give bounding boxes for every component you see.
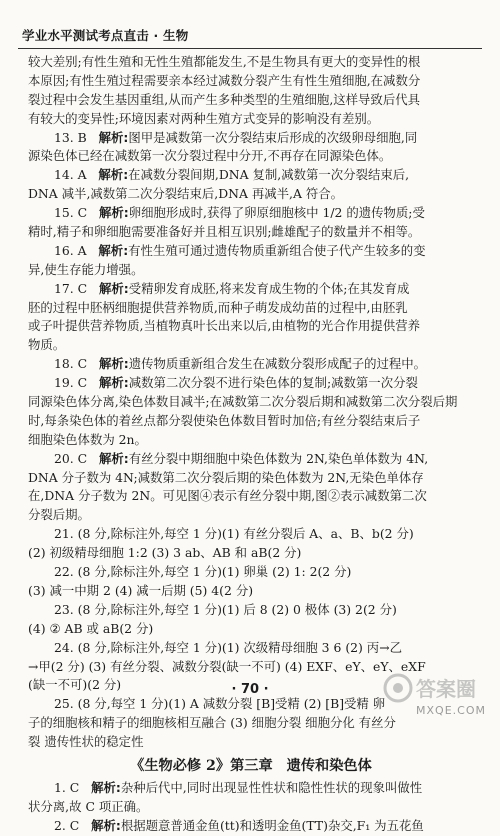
answer-number: 17. C: [54, 280, 88, 296]
line-text: 时,每条染色体的着丝点都分裂使染色体数目暂时加倍;有丝分裂结束后子: [28, 412, 421, 428]
text-line: [28, 601, 474, 620]
line-text: DNA 分子数为 4N;减数第二次分裂后期的染色体数为 2N,无染色单体存: [28, 469, 424, 485]
text-line: [28, 469, 474, 488]
text-line: [28, 185, 474, 204]
text-line: [28, 110, 474, 129]
line-text: →甲(2 分) (3) 有丝分裂、减数分裂(缺一不可) (4) EXF、eY、eY、eXF: [28, 658, 426, 674]
text-line: [28, 299, 474, 318]
line-text: 同源染色体分离,染色体数目减半;在减数第二次分裂后期和减数第二次分裂后期: [28, 394, 458, 410]
text-line: [28, 733, 474, 752]
line-text: 22. (8 分,除标注外,每空 1 分)(1) 卵巢 (2) 1: 2(2 分): [54, 564, 352, 580]
text-line: [28, 91, 474, 110]
line-text: 图甲是减数第一次分裂结束后形成的次级卵母细胞,同: [128, 129, 418, 145]
section-chapter: 遗传和染色体: [286, 757, 372, 774]
text-line: [28, 336, 474, 355]
line-text: 有较大的变异性;环境因素对两种生殖方式变异的影响没有差别。: [28, 110, 380, 126]
text-line: [28, 223, 474, 242]
analysis-label: 解析:: [98, 280, 129, 296]
analysis-label: 解析:: [98, 205, 129, 221]
answers-block-2: [28, 779, 474, 836]
line-text: 或子叶提供营养物质,当植物真叶长出来以后,由植物的光合作用提供营养: [28, 318, 420, 334]
line-text: 较大差别;有性生殖和无性生殖都能发生,不是生物具有更大的变异性的根: [28, 54, 421, 69]
text-line: [28, 620, 474, 639]
answer-number: 2. C: [54, 817, 80, 833]
analysis-label: 解析:: [98, 356, 129, 372]
line-text: 状分离,故 C 项正确。: [28, 798, 149, 814]
text-line: [28, 393, 474, 412]
line-text: 异,使生存能力增强。: [28, 261, 144, 277]
analysis-label: 解析:: [98, 242, 129, 258]
text-line: [28, 779, 474, 798]
line-text: 根据题意普通金鱼(tt)和透明金鱼(TT)杂交,F₁ 为五花鱼: [120, 817, 424, 833]
text-line: [28, 242, 474, 261]
answer-number: 18. C: [54, 356, 88, 372]
text-line: [28, 317, 474, 336]
line-text: (3) 减一中期 2 (4) 减一后期 (5) 4(2 分): [28, 582, 254, 598]
section-heading: [28, 753, 474, 779]
svg-text:答案圈: 答案圈: [416, 677, 476, 701]
text-line: [28, 582, 474, 601]
line-text: 有丝分裂中期细胞中染色体数为 2N,染色单体数为 4N,: [128, 450, 429, 466]
page-number: · 70 ·: [231, 682, 269, 697]
line-text: 杂种后代中,同时出现显性性状和隐性性状的现象叫做性: [120, 779, 423, 795]
text-line: [28, 72, 474, 91]
analysis-label: 解析:: [98, 450, 129, 466]
line-text: 胚的过程中胚柄细胞提供营养物质,而种子萌发成幼苗的过程中,由胚乳: [28, 299, 408, 315]
line-text: (2) 初级精母细胞 1:2 (3) 3 ab、AB 和 aB(2 分): [28, 545, 302, 561]
line-text: 减数第二次分裂不进行染色体的复制;减数第一次分裂: [128, 375, 418, 391]
analysis-label: 解析:: [98, 129, 129, 145]
line-text: 23. (8 分,除标注外,每空 1 分)(1) 后 8 (2) 0 极体 (3) 2(2 分): [54, 601, 397, 617]
text-line: [28, 798, 474, 817]
text-line: [28, 817, 474, 836]
line-text: 25. (8 分,每空 1 分)(1) A 减数分裂 [B]受精 (2) [B]受精 卵: [54, 696, 386, 712]
line-text: (缺一不可)(2 分): [28, 677, 122, 693]
text-line: [28, 261, 474, 280]
text-line: [28, 166, 474, 185]
line-text: 子的细胞核和精子的细胞核相互融合 (3) 细胞分裂 细胞分化 有丝分: [28, 715, 396, 731]
line-text: 裂 遗传性状的稳定性: [28, 734, 144, 750]
watermark-url: MXQE.COM: [416, 704, 486, 717]
text-line: [28, 374, 474, 393]
text-line: [28, 147, 474, 166]
analysis-label: 解析:: [98, 167, 129, 183]
answer-number: 15. C: [54, 205, 88, 221]
line-text: 24. (8 分,除标注外,每空 1 分)(1) 次级精母细胞 3 6 (2) 丙→乙: [54, 639, 402, 655]
text-line: [28, 450, 474, 469]
answer-number: 19. C: [54, 375, 88, 391]
line-text: 卵细胞形成时,获得了卵原细胞核中 1/2 的遗传物质;受: [128, 205, 425, 221]
text-line: [28, 355, 474, 374]
answer-number: 14. A: [54, 167, 87, 183]
text-line: [28, 506, 474, 525]
text-line: [28, 563, 474, 582]
text-line: [28, 639, 474, 658]
analysis-label: 解析:: [91, 779, 121, 795]
line-text: 21. (8 分,除标注外,每空 1 分)(1) 有丝分裂后 A、a、B、b(2 分): [54, 526, 414, 542]
text-line: [28, 204, 474, 223]
answers-block: [28, 53, 474, 752]
analysis-label: 解析:: [98, 375, 129, 391]
analysis-label: 解析:: [91, 817, 121, 833]
text-line: [28, 544, 474, 563]
answer-number: 1. C: [54, 779, 80, 795]
text-line: [28, 487, 474, 506]
line-text: 遗传物质重新组合发生在减数分裂形成配子的过程中。: [128, 356, 427, 372]
answer-content: [28, 53, 474, 836]
text-line: [28, 129, 474, 148]
line-text: (4) ② AB 或 aB(2 分): [28, 620, 154, 636]
line-text: 分裂后期。: [28, 507, 90, 523]
line-text: 在减数分裂间期,DNA 复制,减数第一次分裂结束后,: [128, 167, 410, 183]
line-text: 裂过程中会发生基因重组,从而产生多种类型的生殖细胞,这样导致后代具: [28, 91, 420, 107]
text-line: [28, 525, 474, 544]
line-text: 物质。: [28, 337, 66, 353]
text-line: [28, 431, 474, 450]
line-text: 在,DNA 分子数为 2N。可见图④表示有丝分裂中期,图②表示减数第二次: [28, 488, 427, 504]
running-header: 学业水平测试考点直击 · 生物: [22, 28, 189, 43]
answer-number: 20. C: [54, 450, 88, 466]
line-text: 本原因;有性生殖过程需要亲本经过减数分裂产生有性生殖细胞,在减数分: [28, 72, 421, 88]
header-rule: [18, 48, 482, 49]
text-line: [28, 53, 474, 72]
text-line: [28, 280, 474, 299]
line-text: DNA 减半,减数第二次分裂结束后,DNA 再减半,A 符合。: [28, 186, 344, 202]
text-line: [28, 714, 474, 733]
line-text: 受精卵发育成胚,将来发育成生物的个体;在其发育成: [128, 280, 410, 296]
answer-number: 16. A: [54, 242, 87, 258]
section-book: 《生物必修 2》第三章: [130, 757, 273, 774]
line-text: 细胞染色体数为 2n。: [28, 431, 147, 447]
line-text: 有性生殖可通过遗传物质重新组合使子代产生较多的变: [128, 242, 426, 258]
line-text: 源染色体已经在减数第一次分裂过程中分开,不再存在同源染色体。: [28, 148, 392, 164]
answer-number: 13. B: [54, 129, 87, 145]
line-text: 精时,精子和卵细胞需要准备好并且相互识别;雌雄配子的数量并不相等。: [28, 224, 421, 240]
text-line: [28, 412, 474, 431]
